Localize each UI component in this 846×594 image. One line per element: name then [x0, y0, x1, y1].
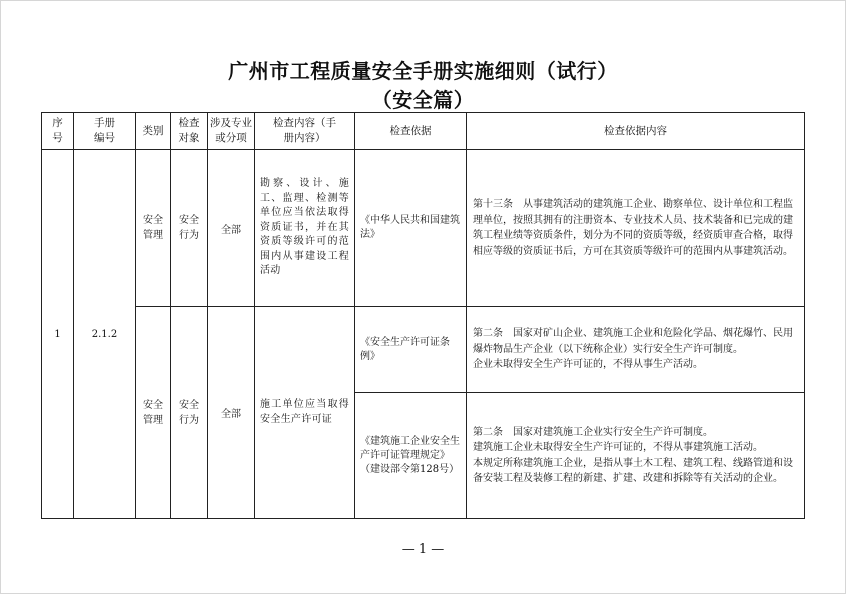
- header-row: [42, 113, 805, 150]
- group1-specialty: 全部: [208, 150, 255, 307]
- row-seq: 1: [42, 150, 74, 519]
- basis-b-paragraph: 第二条 国家对建筑施工企业实行安全生产许可制度。: [473, 426, 713, 438]
- document-subtitle: （安全篇）: [371, 88, 475, 112]
- group1-basis: 《中华人民共和国建筑法》: [355, 150, 467, 307]
- basis-b-paragraph: 建筑施工企业未取得安全生产许可证的，不得从事建筑施工活动。: [473, 442, 763, 453]
- row-manual-no: 2.1.2: [74, 150, 136, 519]
- group2-specialty: 全部: [208, 307, 255, 519]
- group2-content: 施工单位应当取得安全生产许可证: [255, 307, 355, 519]
- document-title: 广州市工程质量安全手册实施细则（试行）: [228, 59, 618, 83]
- group2-basis-b-content: [467, 393, 805, 519]
- table-row: [42, 307, 805, 393]
- group2-basis-a: 《安全生产许可证条例》: [355, 307, 467, 393]
- group1-category: 安全管理: [136, 150, 171, 307]
- group1-basis-content: 第十三条 从事建筑活动的建筑施工企业、勘察单位、设计单位和工程监理单位，按照其拥有的注册资本、专业技术人员、技术装备和已完成的建筑工程业绩等资质条件，划分为不同的资质等级，经资质审查合格，取得相应等级的资质证书后，方可在其资质等级许可的范围内从事建筑活动。: [467, 150, 805, 307]
- group2-basis-b: 《建筑施工企业安全生产许可证管理规定》（建设部令第128号）: [355, 393, 467, 519]
- header-basis: 检查依据: [355, 113, 467, 150]
- inspection-table: [41, 112, 805, 519]
- page-number: — 1 —: [401, 542, 445, 557]
- header-basis-content: 检查依据内容: [467, 113, 805, 150]
- basis-a-paragraph: 企业未取得安全生产许可证的，不得从事生产活动。: [473, 359, 703, 371]
- group2-object: 安全行为: [171, 307, 208, 519]
- header-category: 类别: [136, 113, 171, 150]
- header-manual-no: 手册编号: [74, 113, 136, 150]
- header-content: 检查内容（手册内容）: [255, 113, 355, 150]
- basis-a-paragraph: 第二条 国家对矿山企业、建筑施工企业和危险化学品、烟花爆竹、民用爆炸物品生产企业（以下统称企业）实行安全生产许可制度。: [473, 328, 793, 355]
- header-seq: 序号: [42, 113, 74, 150]
- group1-object: 安全行为: [171, 150, 208, 307]
- group2-basis-a-content: [467, 307, 805, 393]
- basis-b-paragraph: 本规定所称建筑施工企业，是指从事土木工程、建筑工程、线路管道和设备安装工程及装修工程的新建、扩建、改建和拆除等有关活动的企业。: [473, 457, 793, 484]
- header-object: 检查对象: [171, 113, 208, 150]
- header-specialty: 涉及专业或分项: [208, 113, 255, 150]
- group1-content: 勘察、设计、施工、监理、检测等单位应当依法取得资质证书，并在其资质等级许可的范围内从事建设工程活动: [255, 150, 355, 307]
- group2-category: 安全管理: [136, 307, 171, 519]
- table-row: [42, 150, 805, 307]
